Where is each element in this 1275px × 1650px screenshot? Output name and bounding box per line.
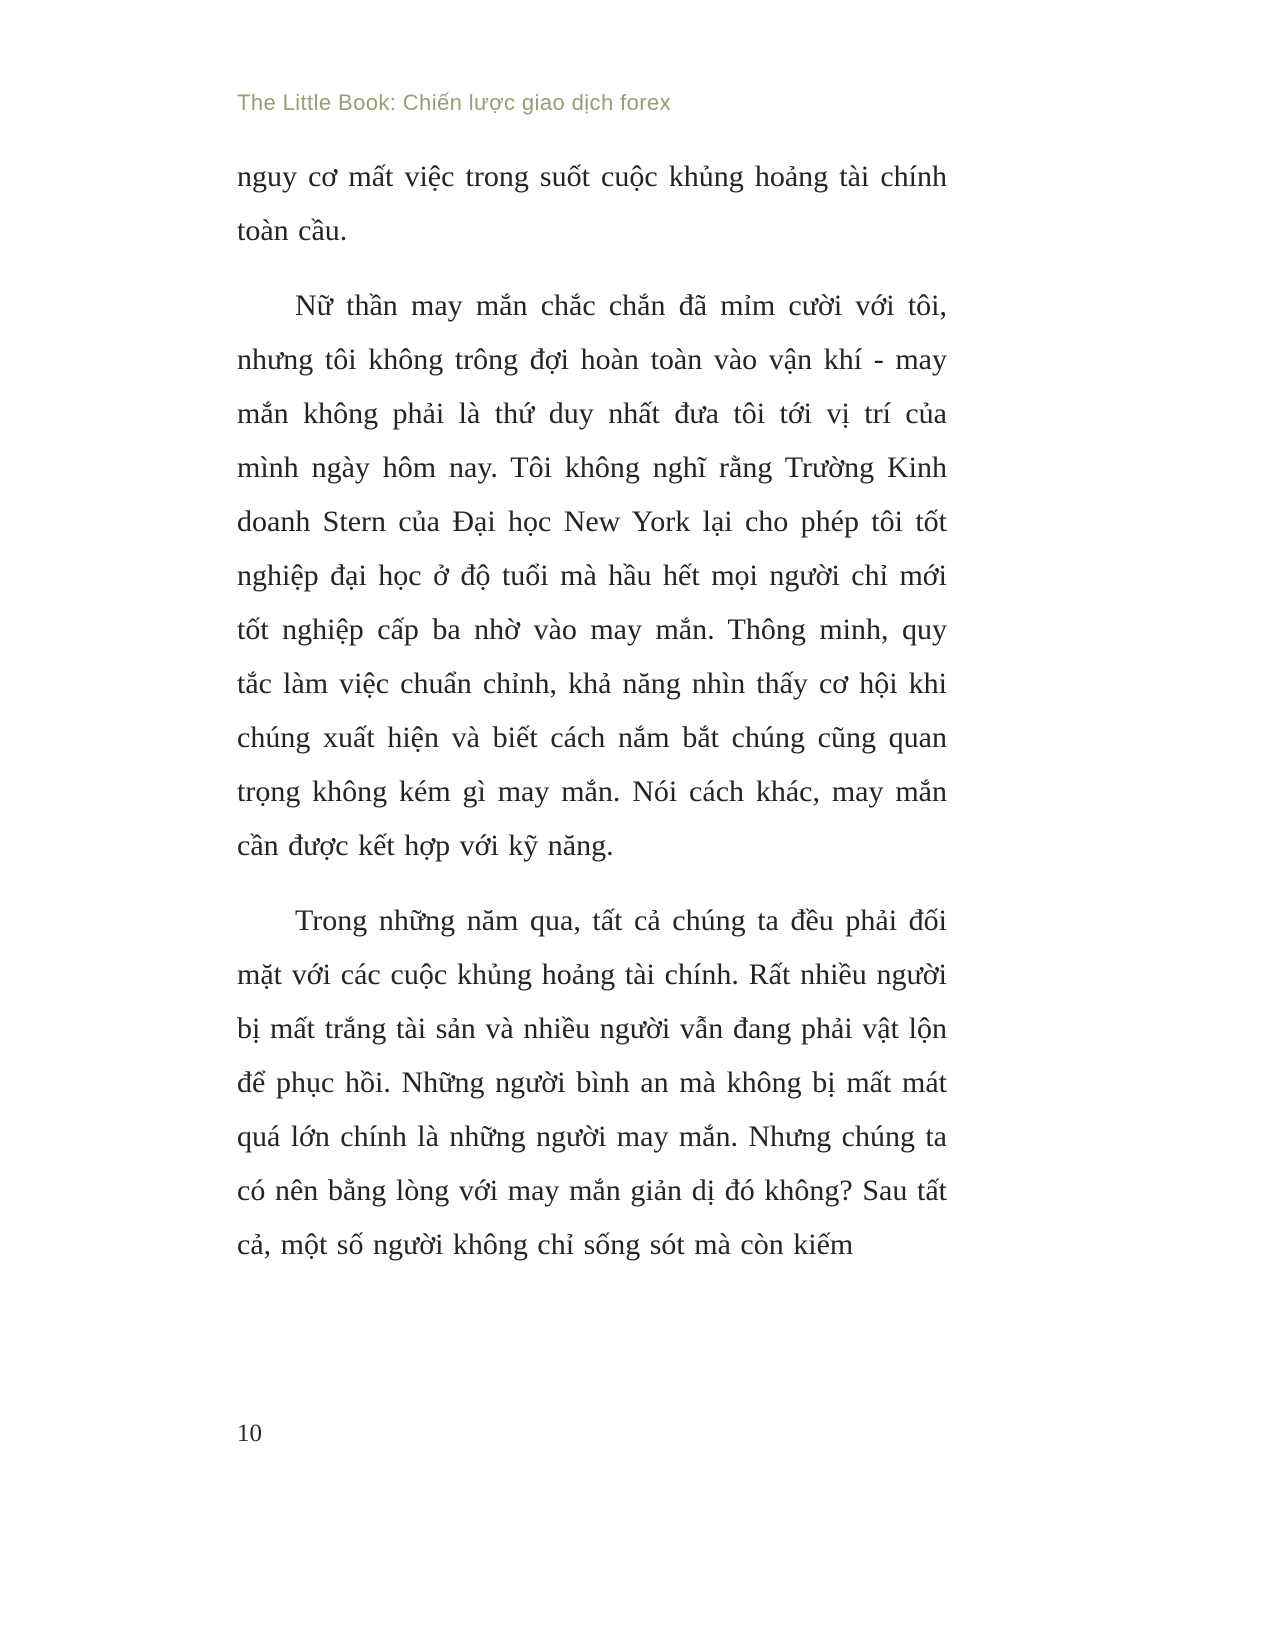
body-paragraph: nguy cơ mất việc trong suốt cuộc khủng hoảng tài chính toàn cầu. [237,160,947,247]
running-header: The Little Book: Chiến lược giao dịch forex [237,90,672,115]
body-text-block [237,150,947,1293]
body-paragraph: Nữ thần may mắn chắc chắn đã mỉm cười với tôi, nhưng tôi không trông đợi hoàn toàn vào vận khí - may mắn không phải là thứ duy nhất đưa tôi tới vị trí của mình ngày hôm nay. Tôi không nghĩ rằng Trường Kinh doanh Stern của Đại học New York lại cho phép tôi tốt nghiệp đại học ở độ tuổi mà hầu hết mọi người chỉ mới tốt nghiệp cấp ba nhờ vào may mắn. Thông minh, quy tắc làm việc chuẩn chỉnh, khả năng nhìn thấy cơ hội khi chúng xuất hiện và biết cách nắm bắt chúng cũng quan trọng không kém gì may mắn. Nói cách khác, may mắn cần được kết hợp với kỹ năng. [237,289,947,862]
page-number: 10 [237,1420,262,1447]
body-paragraph: Trong những năm qua, tất cả chúng ta đều phải đối mặt với các cuộc khủng hoảng tài chính. Rất nhiều người bị mất trắng tài sản và nhiều người vẫn đang phải vật lộn để phục hồi. Những người bình an mà không bị mất mát quá lớn chính là những người may mắn. Nhưng chúng ta có nên bằng lòng với may mắn giản dị đó không? Sau tất cả, một số người không chỉ sống sót mà còn kiếm [237,904,947,1261]
